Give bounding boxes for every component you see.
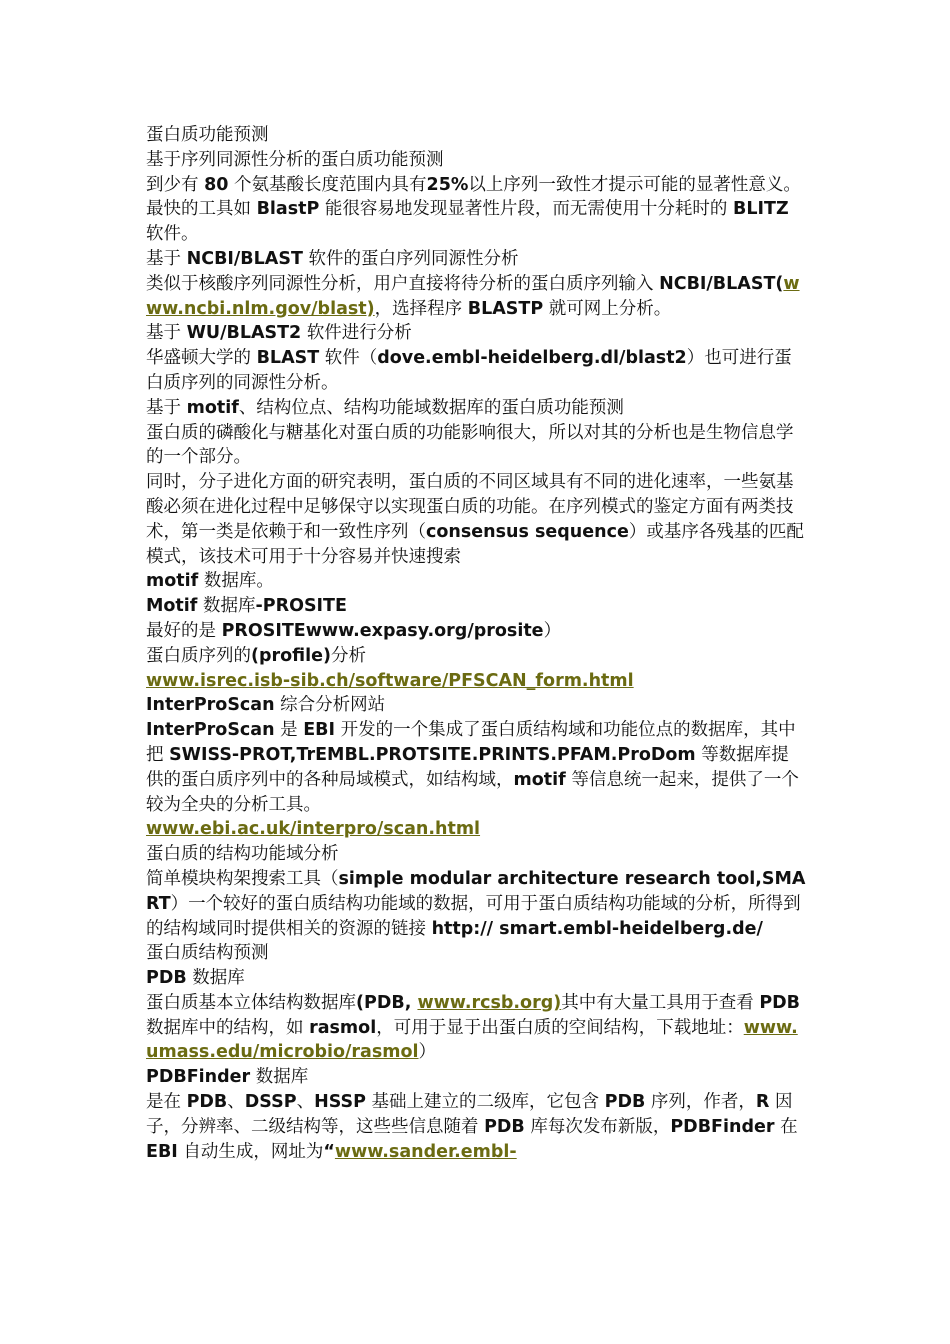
paragraph-ncbi-blast: 类似于核酸序列同源性分析，用户直接将待分析的蛋白质序列输入 NCBI/BLAST(www.ncbi.nlm.gov/blast)，选择程序 BLASTP 就可网上分析。 <box>146 273 800 319</box>
link-ncbi-blast[interactable]: www.ncbi.nlm.gov/blast) <box>146 273 800 319</box>
section-heading-ncbi-blast: 基于 NCBI/BLAST 软件的蛋白序列同源性分析 <box>146 248 519 269</box>
section-heading-wu-blast2: 基于 WU/BLAST2 软件进行分析 <box>146 323 412 344</box>
paragraph-profile: 蛋白质序列的(profile)分析 <box>146 645 367 666</box>
document-body <box>146 123 806 1164</box>
paragraph-prosite: 最好的是 PROSITEwww.expasy.org/prosite） <box>146 620 562 641</box>
link-pfscan[interactable]: www.isrec.isb-sib.ch/software/PFSCAN_form.html <box>146 670 634 691</box>
paragraph-pdbfinder: 是在 PDB、DSSP、HSSP 基础上建立的二级库，它包含 PDB 序列，作者，R 因子，分辨率、二级结构等，这些些信息随着 PDB 库每次发布新版，PDBFinder 在 EBI 自动生成，网址为“www.sander.embl- <box>146 1092 798 1162</box>
section-heading-motif: 基于 motif、结构位点、结构功能域数据库的蛋白质功能预测 <box>146 397 624 418</box>
paragraph-interpro-link <box>146 817 806 842</box>
paragraph-pfscan-link <box>146 669 806 694</box>
section-heading-pdbfinder: PDBFinder 数据库 <box>146 1067 309 1088</box>
paragraph-wu-blast2: 华盛顿大学的 BLAST 软件（dove.embl-heidelberg.dl/blast2）也可进行蛋白质序列的同源性分析。 <box>146 348 792 393</box>
section-heading-domain-analysis: 蛋白质的结构功能域分析 <box>146 844 339 865</box>
link-rcsb[interactable]: www.rcsb.org) <box>417 992 562 1013</box>
section-heading-pdb: PDB 数据库 <box>146 968 245 989</box>
section-heading-prosite: Motif 数据库-PROSITE <box>146 596 347 617</box>
section-heading-interproscan: InterProScan 综合分析网站 <box>146 695 386 716</box>
section-heading-structure-prediction: 蛋白质结构预测 <box>146 943 269 964</box>
paragraph-interproscan: InterProScan 是 EBI 开发的一个集成了蛋白质结构域和功能位点的数据库，其中把 SWISS-PROT,TrEMBL.PROTSITE.PRINTS.PFAM.ProDom 等数据库提供的蛋白质序列中的各种局域模式，如结构域，motif 等信息统一起来，提供了一个较为全央的分析工具。 <box>146 720 799 815</box>
paragraph-smart: 简单模块构架搜索工具（simple modular architecture research tool,SMART）一个较好的蛋白质结构功能域的数据，可用于蛋白质结构功能域的分析，所得到的结构域同时提供相关的资源的链接 http:// smart.embl-heidelberg.de/ <box>146 868 806 939</box>
link-rasmol[interactable]: www.umass.edu/microbio/rasmol <box>146 1017 798 1063</box>
paragraph-phosphorylation: 蛋白质的磷酸化与糖基化对蛋白质的功能影响很大，所以对其的分析也是生物信息学的一个部分。 <box>146 422 794 468</box>
doc-title: 蛋白质功能预测 <box>146 125 269 145</box>
section-heading-homology: 基于序列同源性分析的蛋白质功能预测 <box>146 149 444 170</box>
paragraph-evolution: 同时，分子进化方面的研究表明，蛋白质的不同区域具有不同的进化速率，一些氨基酸必须在进化过程中足够保守以实现蛋白质的功能。在序列模式的鉴定方面有两类技术，第一类是依赖于和一致性序列（consensus sequence）或基序各残基的匹配模式，该技术可用于十分容易并快速搜索 motif 数据库。 <box>146 472 804 592</box>
link-sander-embl[interactable]: www.sander.embl- <box>334 1141 517 1162</box>
paragraph-homology: 到少有 80 个氨基酸长度范围内具有25%以上序列一致性才提示可能的显著性意义。最快的工具如 BlastP 能很容易地发现显著性片段，而无需使用十分耗时的 BLITZ 软件。 <box>146 174 801 245</box>
link-interpro[interactable]: www.ebi.ac.uk/interpro/scan.html <box>146 819 481 840</box>
paragraph-pdb: 蛋白质基本立体结构数据库(PDB, www.rcsb.org)其中有大量工具用于查看 PDB 数据库中的结构，如 rasmol，可用于显于出蛋白质的空间结构，下载地址：www.umass.edu/microbio/rasmol） <box>146 992 801 1063</box>
